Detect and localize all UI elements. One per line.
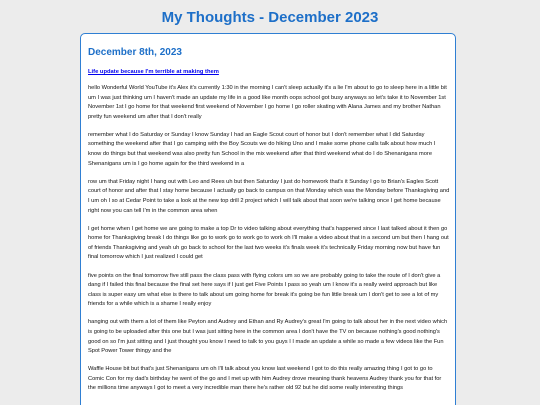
post-content bbox=[88, 46, 450, 403]
post-paragraph: hanging out with them a lot of them like Peyton and Audrey and Ethan and Ry Audrey's great I'm going to talk about her in the next video which is going to be uploaded after this one but I was just sitting here in the common area I don't have the TV on because nothing's good nothing's good on so I'm just sitting and I just thought you know I need to talk to you guys I I made an update a while so made a few videos like the Fun Spot Power Tower thingy and the bbox=[88, 319, 448, 355]
post-body bbox=[88, 84, 450, 394]
site-title: My Thoughts - December 2023 bbox=[161, 9, 379, 26]
post-paragraph: remember what I do Saturday or Sunday I know Sunday I had an Eagle Scout court of honor but I don't remember what I did Saturday something the weekend after that I go camping with the Boy Scouts we do hiking Uno and I make some phone calls talk about how much I know do things but that weekend was also pretty fun School in the mix weekend after that third weekend what do I do Shenanigans more Shenanigans um is I go home again for the third weekend in a bbox=[88, 131, 436, 167]
post-title-link[interactable]: Life update because I'm terrible at making them bbox=[88, 69, 219, 75]
post-paragraph: five points on the final tomorrow five still pass the class pass with flying colors um so we are probably going to take the route of I don't give a dang if I failed this final because the final set here says if I just get Five Points I pass so yeah um I know it's a really weird approach but like class is super easy um what else is there to talk about um going home for break it's going be fun little break um I don't get to see a lot of my friends for a while which is a shame I really enjoy bbox=[88, 272, 441, 308]
post-date: December 8th, 2023 bbox=[88, 47, 182, 58]
post-card bbox=[80, 33, 456, 405]
post-paragraph: row um that Friday night I hang out with Leo and Rees uh but then Saturday I just do homework that's it Sunday I go to Brian's Eagles Scott court of honor and after that I stay home because I actually go back to campus on that Monday which was the Monday before Thanksgiving and I um oh I so at Cedar Point to take a look at the new top drill 2 project which I will talk about that soon we're talking once I get home because right now you can tell I'm in the common area when bbox=[88, 178, 450, 214]
post-paragraph: I get home when I get home we are going to make a top Dr to video talking about everything that's happened since I last talked about it then go home for Thanksgiving break I do things like go to work go to work go to work oh I'll make a video about that in a second um but then I hang out of friends Thanksgiving and yeah uh go back to school for the last two weeks it's finals week it's technically Friday morning now but have fun final tomorrow which I just realized I could get bbox=[88, 225, 449, 261]
post-paragraph: hello Wonderful World YouTube it's Alex it's currently 1:30 in the morning I can't sleep actually it's a lie I'm about to go to sleep here in a little bit um I was just thinking um I haven't made an update my life in a good like month oops school got busy anyways so let's take it to November 1st November 1st I go home for that weekend first weekend of November I go home I go roller skating with Alana James and my brother Nathan pretty fun weekend um after that I don't really bbox=[88, 85, 447, 120]
post-paragraph: Waffle House bit but that's just Shenanigans um oh I'll talk about you know last weekend I got to do this really amazing thing I got to go to Comic Con for my dad's birthday he went of the go and I met up with him Audrey drove meaning thank heavens Audrey thank you for that for the millions time anyways I got to meet a very incredible man there he's rather old 92 but he did some really interesting things bbox=[88, 366, 442, 392]
